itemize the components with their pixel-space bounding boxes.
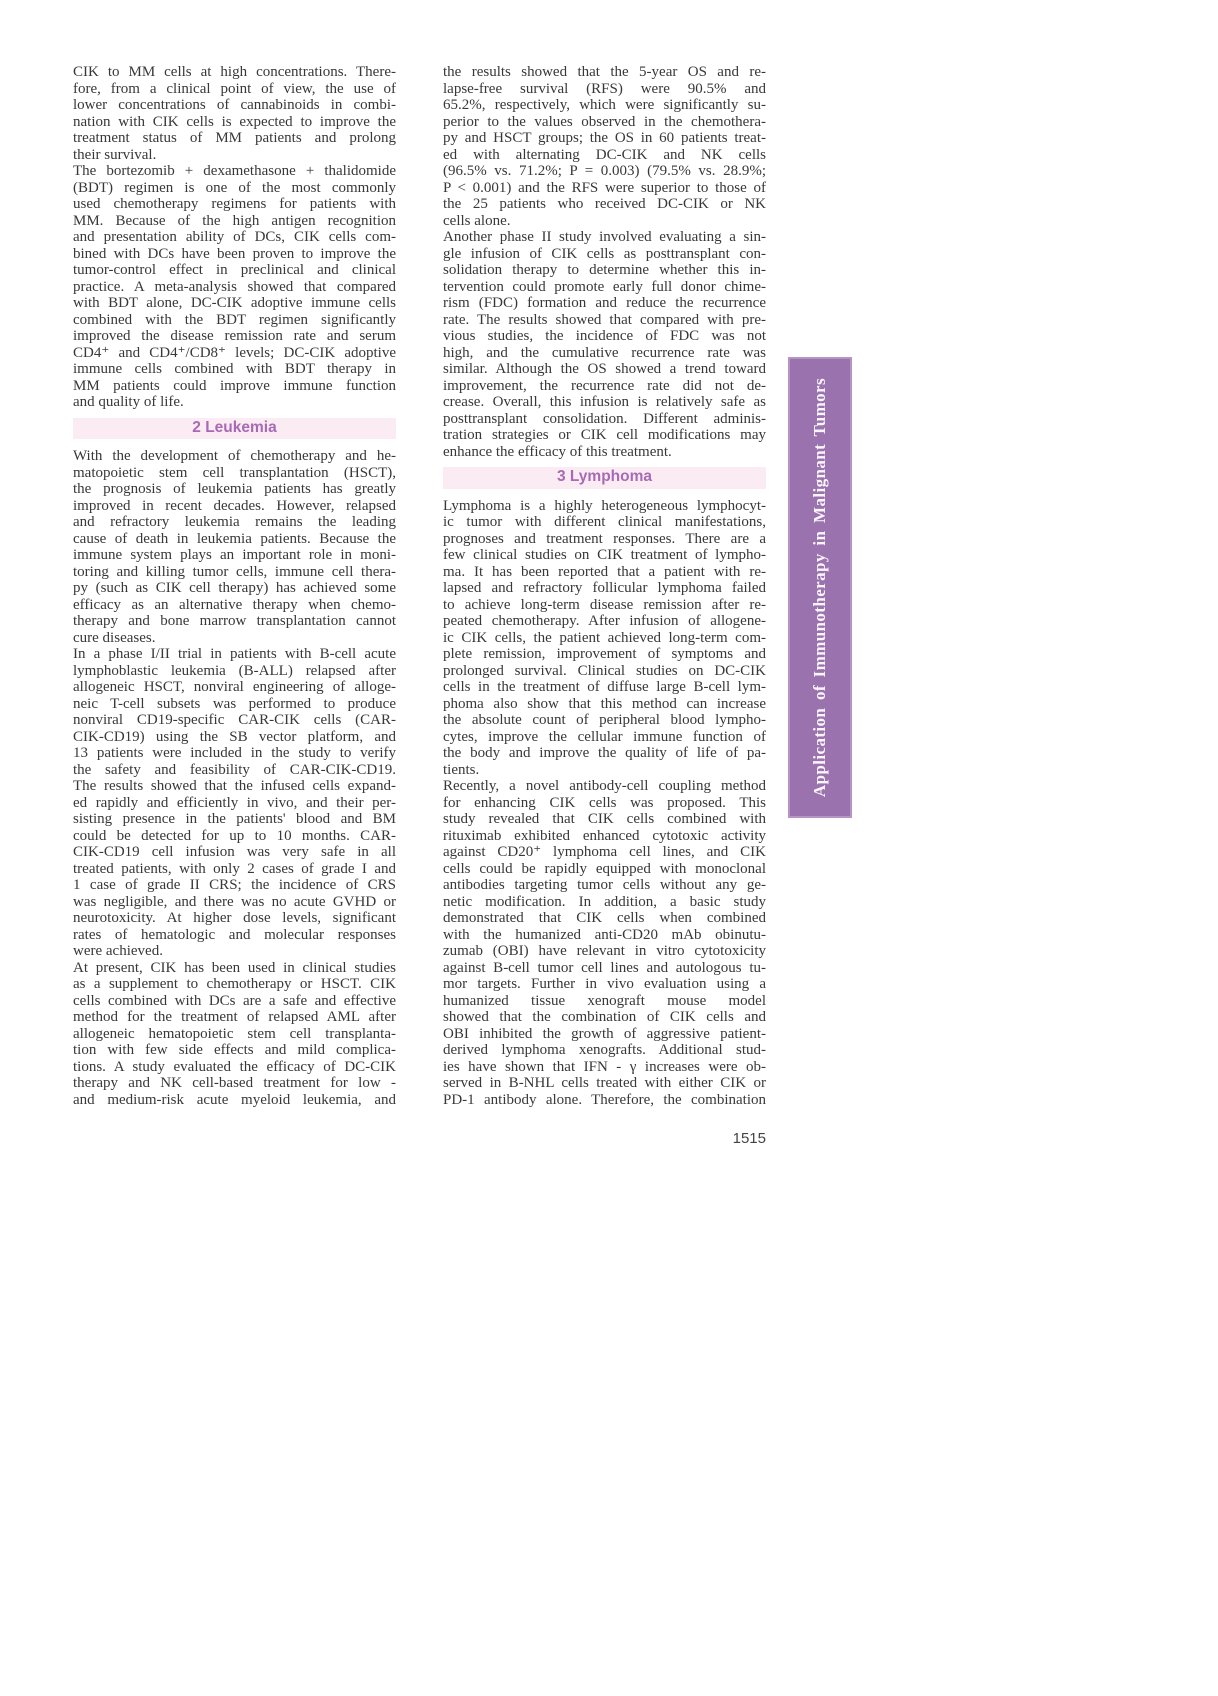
text-line: lymphoblastic leukemia (B-ALL) relapsed after: [73, 662, 396, 679]
text-line: 1 case of grade II CRS; the incidence of CRS: [73, 877, 396, 893]
paragraph: [443, 778, 766, 1108]
section-heading: 3 Lymphoma: [443, 467, 766, 489]
text-line: CIK to MM cells at high concentrations. There-: [73, 64, 396, 80]
text-line: efficacy as an alternative therapy when chemo-: [73, 596, 396, 613]
text-line: served in B-NHL cells treated with either CIK or: [443, 1075, 766, 1091]
text-line: rates of hematologic and molecular responses: [73, 926, 396, 943]
text-line: treatment status of MM patients and prolong: [73, 130, 396, 146]
text-line: similar. Although the OS showed a trend toward: [443, 361, 766, 377]
text-line: could be detected for up to 10 months. CAR-: [73, 827, 396, 844]
text-line: and quality of life.: [73, 394, 184, 410]
text-column-left: [73, 64, 396, 1108]
text-line: prolonged survival. Clinical studies on DC-CIK: [443, 662, 766, 679]
text-line: Recently, a novel antibody-cell coupling method: [443, 778, 766, 794]
text-line: and refractory leukemia remains the leading: [73, 514, 396, 530]
text-line: and presentation ability of DCs, CIK cells com-: [73, 229, 396, 245]
text-line: (BDT) regimen is one of the most commonly: [73, 179, 396, 196]
text-line: neurotoxicity. At higher dose levels, significant: [73, 910, 396, 926]
text-line: peated chemotherapy. After infusion of allogene-: [443, 613, 766, 629]
text-line: improvement, the recurrence rate did not de-: [443, 377, 766, 394]
text-line: with BDT alone, DC-CIK adoptive immune cells: [73, 295, 396, 311]
text-line: the 25 patients who received DC-CIK or NK: [443, 196, 766, 212]
text-line: Another phase II study involved evaluating a sin-: [443, 229, 766, 245]
text-line: CIK-CD19) using the SB vector platform, and: [73, 728, 396, 745]
text-line: nation with CIK cells is expected to improve the: [73, 113, 396, 130]
text-line: were achieved.: [73, 943, 163, 959]
text-line: vious studies, the incidence of FDC was not: [443, 328, 766, 344]
text-line: (96.5% vs. 71.2%; P = 0.003) (79.5% vs. 28.9%;: [443, 163, 766, 179]
text-line: mor targets. Further in vivo evaluation using a: [443, 976, 766, 992]
text-line: tervention could promote early full donor chime-: [443, 278, 766, 295]
text-line: 65.2%, respectively, which were significantly su-: [443, 97, 766, 113]
text-line: posttransplant consolidation. Different adminis-: [443, 410, 766, 427]
text-line: their survival.: [73, 146, 157, 163]
text-line: tients.: [443, 761, 480, 778]
section-heading: 2 Leukemia: [73, 418, 396, 440]
text-line: few clinical studies on CIK treatment of lympho-: [443, 547, 766, 563]
text-line: antibodies targeting tumor cells without any ge-: [443, 877, 766, 893]
text-line: P < 0.001) and the RFS were superior to those of: [443, 179, 766, 196]
paragraph: [443, 498, 766, 779]
text-line: enhance the efficacy of this treatment.: [443, 443, 672, 460]
text-line: as a supplement to chemotherapy or HSCT. CIK: [73, 976, 396, 992]
text-line: treated patients, with only 2 cases of grade I and: [73, 860, 396, 877]
text-line: CD4⁺ and CD4⁺/CD8⁺ levels; DC-CIK adoptive: [73, 344, 396, 361]
text-line: ic tumor with different clinical manifestations,: [443, 514, 766, 530]
text-line: derived lymphoma xenografts. Additional stud-: [443, 1042, 766, 1058]
text-line: crease. Overall, this infusion is relatively safe as: [443, 394, 766, 410]
text-line: MM patients could improve immune function: [73, 377, 396, 394]
text-line: ies have shown that IFN - γ increases were ob-: [443, 1058, 766, 1075]
text-line: phoma also show that this method can increase: [443, 695, 766, 712]
text-line: 13 patients were included in the study to verify: [73, 745, 396, 761]
text-line: tion with few side effects and mild complica-: [73, 1042, 396, 1058]
text-line: zumab (OBI) have relevant in vitro cytotoxicity: [443, 943, 766, 959]
text-line: toring and killing tumor cells, immune cell thera-: [73, 563, 396, 580]
text-line: allogeneic hematopoietic stem cell transplanta-: [73, 1025, 396, 1042]
paragraph: [443, 64, 766, 229]
text-line: was negligible, and there was no acute GVHD or: [73, 893, 396, 910]
text-line: With the development of chemotherapy and he-: [73, 448, 396, 464]
text-line: bined with DCs have been proven to improve the: [73, 245, 396, 262]
text-column-right: [443, 64, 766, 1108]
text-line: demonstrated that CIK cells when combined: [443, 910, 766, 926]
text-line: prognoses and treatment responses. There are a: [443, 530, 766, 547]
text-line: against CD20⁺ lymphoma cell lines, and CIK: [443, 844, 766, 860]
text-line: improved in recent decades. However, relapsed: [73, 497, 396, 514]
text-line: py and HSCT groups; the OS in 60 patients treat-: [443, 130, 766, 146]
text-line: MM. Because of the high antigen recognition: [73, 212, 396, 229]
text-line: py (such as CIK cell therapy) has achieved some: [73, 580, 396, 596]
text-line: therapy and NK cell-based treatment for low -: [73, 1075, 396, 1091]
text-line: cells could be rapidly equipped with monoclonal: [443, 860, 766, 877]
text-line: OBI inhibited the growth of aggressive patient-: [443, 1025, 766, 1042]
text-line: therapy and bone marrow transplantation cannot: [73, 613, 396, 629]
paragraph: [443, 229, 766, 460]
paragraph: [73, 646, 396, 960]
chapter-tab: [788, 357, 852, 818]
text-line: used chemotherapy regimens for patients with: [73, 196, 396, 212]
text-line: nonviral CD19-specific CAR-CIK cells (CAR-: [73, 712, 396, 728]
text-line: gle infusion of CIK cells as posttransplant con-: [443, 245, 766, 262]
text-line: against B-cell tumor cell lines and autologous tu-: [443, 959, 766, 976]
text-line: In a phase I/II trial in patients with B-cell acute: [73, 646, 396, 662]
paragraph: [73, 960, 396, 1109]
page-number: 1515: [732, 1130, 766, 1147]
text-line: tration strategies or CIK cell modifications may: [443, 427, 766, 443]
text-line: with the humanized anti-CD20 mAb obinutu-: [443, 926, 766, 943]
text-line: humanized tissue xenograft mouse model: [443, 992, 766, 1009]
text-line: sisting presence in the patients' blood and BM: [73, 811, 396, 827]
text-line: study revealed that CIK cells combined with: [443, 811, 766, 827]
text-line: The results showed that the infused cells expand-: [73, 778, 396, 794]
text-line: rituximab exhibited enhanced cytotoxic activity: [443, 827, 766, 844]
chapter-tab-label: Application of Immunotherapy in Malignant Tumors: [810, 377, 829, 798]
text-line: cure diseases.: [73, 629, 156, 646]
text-line: cells combined with DCs are a safe and effective: [73, 992, 396, 1009]
paragraph: [73, 163, 396, 411]
text-line: cytes, improve the cellular immune function of: [443, 728, 766, 745]
text-line: rism (FDC) formation and reduce the recurrence: [443, 295, 766, 311]
text-line: PD-1 antibody alone. Therefore, the combination: [443, 1091, 766, 1108]
text-line: tions. A study evaluated the efficacy of DC-CIK: [73, 1058, 396, 1075]
text-line: practice. A meta-analysis showed that compared: [73, 278, 396, 295]
text-line: high, and the cumulative recurrence rate was: [443, 344, 766, 361]
paragraph: [73, 64, 396, 163]
text-line: tumor-control effect in preclinical and clinical: [73, 262, 396, 278]
text-line: showed that the combination of CIK cells and: [443, 1009, 766, 1025]
text-line: the absolute count of peripheral blood lympho-: [443, 712, 766, 728]
text-line: The bortezomib + dexamethasone + thalidomide: [73, 163, 396, 179]
text-line: allogeneic HSCT, nonviral engineering of alloge-: [73, 679, 396, 695]
text-line: cells in the treatment of diffuse large B-cell lym-: [443, 679, 766, 695]
text-line: Lymphoma is a highly heterogeneous lymphocyt-: [443, 497, 766, 514]
text-line: cells alone.: [443, 212, 511, 229]
text-line: the body and improve the quality of life of pa-: [443, 745, 766, 761]
text-line: At present, CIK has been used in clinical studies: [73, 959, 396, 976]
text-line: immune system plays an important role in moni-: [73, 547, 396, 563]
text-line: lower concentrations of cannabinoids in combi-: [73, 97, 396, 113]
text-line: ic CIK cells, the patient achieved long-term com-: [443, 629, 766, 646]
text-line: immune cells combined with BDT therapy in: [73, 361, 396, 377]
text-line: method for the treatment of relapsed AML after: [73, 1009, 396, 1025]
paragraph: [73, 448, 396, 646]
text-line: plete remission, improvement of symptoms and: [443, 646, 766, 662]
text-line: rate. The results showed that compared with pre-: [443, 311, 766, 328]
text-line: CIK-CD19 cell infusion was very safe in all: [73, 844, 396, 860]
text-line: cause of death in leukemia patients. Because the: [73, 530, 396, 547]
text-line: fore, from a clinical point of view, the use of: [73, 80, 396, 97]
text-line: combined with the BDT regimen significantly: [73, 311, 396, 328]
text-line: ed with alternating DC-CIK and NK cells: [443, 146, 766, 163]
text-line: lapse-free survival (RFS) were 90.5% and: [443, 80, 766, 97]
text-line: the prognosis of leukemia patients has greatly: [73, 481, 396, 497]
text-line: the results showed that the 5-year OS and re-: [443, 64, 766, 80]
text-line: ed rapidly and efficiently in vivo, and their per-: [73, 794, 396, 811]
text-line: solidation therapy to determine whether this in-: [443, 262, 766, 278]
text-line: perior to the values observed in the chemothera-: [443, 113, 766, 130]
text-line: matopoietic stem cell transplantation (HSCT),: [73, 464, 396, 481]
text-line: ma. It has been reported that a patient with re-: [443, 563, 766, 580]
text-line: neic T-cell subsets was performed to produce: [73, 695, 396, 712]
text-line: and medium-risk acute myeloid leukemia, and: [73, 1091, 396, 1108]
text-line: improved the disease remission rate and serum: [73, 328, 396, 344]
text-line: lapsed and refractory follicular lymphoma failed: [443, 580, 766, 596]
text-line: the safety and feasibility of CAR-CIK-CD19.: [73, 761, 396, 778]
text-line: for enhancing CIK cells was proposed. This: [443, 794, 766, 811]
text-line: to achieve long-term disease remission after re-: [443, 596, 766, 613]
text-line: netic modification. In addition, a basic study: [443, 893, 766, 910]
